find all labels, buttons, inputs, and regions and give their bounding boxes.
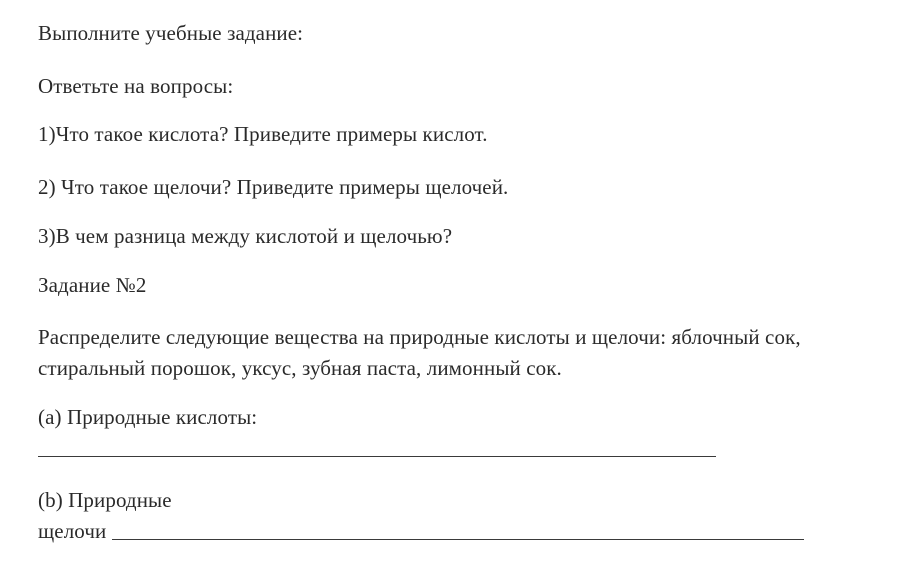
worksheet-instruction: Выполните учебные задание:: [38, 21, 304, 45]
question-1: 1)Что такое кислота? Приведите примеры кислот.: [38, 122, 488, 146]
task-2-title: Задание №2: [38, 273, 147, 297]
answer-b-label-line-2: щелочи: [38, 519, 107, 543]
answer-a-blank-line[interactable]: [38, 456, 716, 457]
questions-header: Ответьте на вопросы:: [38, 74, 234, 98]
task-2-text-line-1: Распределите следующие вещества на природные кислоты и щелочи: яблочный сок,: [38, 325, 801, 349]
task-2-text-line-2: стиральный порошок, уксус, зубная паста, лимонный сок.: [38, 356, 562, 380]
answer-a-label: (a) Природные кислоты:: [38, 405, 258, 429]
answer-b-label-line-1: (b) Природные: [38, 488, 172, 512]
question-3: 3)В чем разница между кислотой и щелочью?: [38, 224, 453, 248]
question-2: 2) Что такое щелочи? Приведите примеры щелочей.: [38, 175, 509, 199]
answer-b-blank-line[interactable]: [112, 539, 804, 540]
